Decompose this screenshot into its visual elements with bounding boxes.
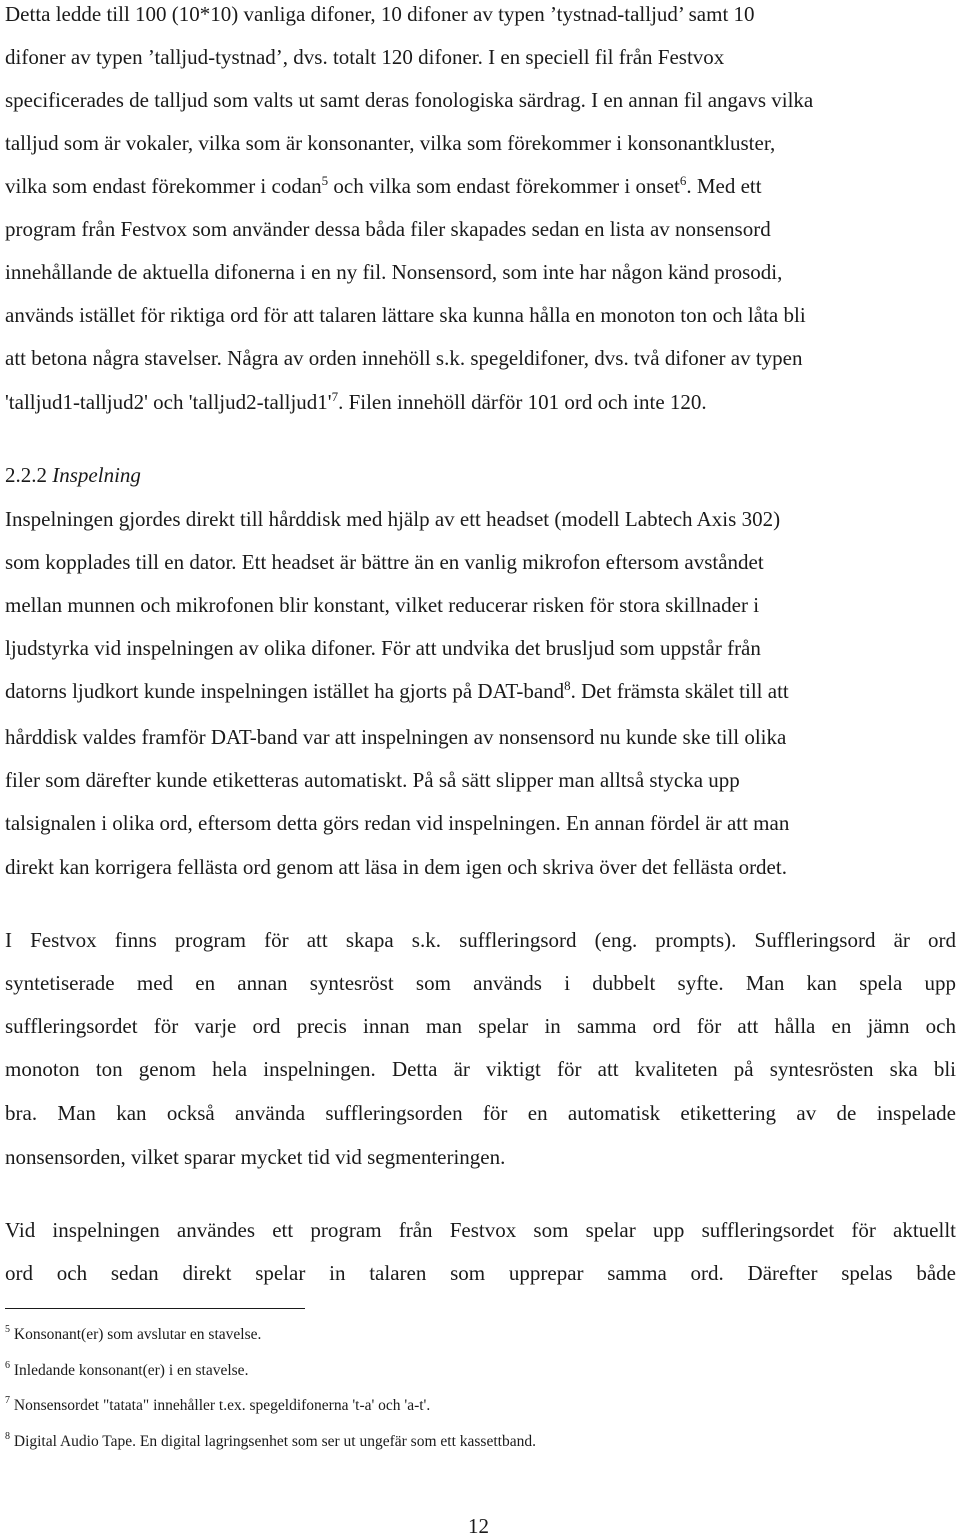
paragraph1-line5-text-b: och vilka som endast förekommer i onset bbox=[328, 174, 680, 198]
paragraph1-line10-text-a: 'talljud1-talljud2' och 'talljud2-talljud1' bbox=[5, 390, 332, 414]
section-heading bbox=[5, 465, 141, 486]
footnote-ref-5: 5 bbox=[321, 173, 329, 188]
paragraph2-line5-text-b: . Det främsta skälet till att bbox=[570, 679, 789, 703]
paragraph3-line4: monoton ton genom hela inspelningen. Detta är viktigt för att kvaliteten på syntesrösten ska bli bbox=[5, 1057, 956, 1081]
footnote-text: Inledande konsonant(er) i en stavelse. bbox=[13, 1362, 249, 1379]
page-number: 12 bbox=[468, 1514, 489, 1538]
paragraph1-line4: talljud som är vokaler, vilka som är konsonanter, vilka som förekommer i konsonantkluster, bbox=[5, 131, 776, 155]
footnote-number: 7 bbox=[5, 1395, 10, 1406]
paragraph1-line10 bbox=[5, 389, 707, 414]
paragraph3-line2: syntetiserade med en annan syntesröst som används i dubbelt syfte. Man kan spela upp bbox=[5, 971, 956, 995]
footnote-8 bbox=[5, 1431, 536, 1450]
paragraph2-line1: Inspelningen gjordes direkt till hårddisk med hjälp av ett headset (modell Labtech Axis 302) bbox=[5, 507, 781, 531]
section-title: Inspelning bbox=[52, 463, 141, 487]
paragraph3-line6: nonsensorden, vilket sparar mycket tid vid segmenteringen. bbox=[5, 1145, 506, 1169]
section-number: 2.2.2 bbox=[5, 463, 47, 487]
paragraph1-line7: innehållande de aktuella difonerna i en ny fil. Nonsensord, som inte har någon känd prosodi, bbox=[5, 260, 783, 284]
paragraph2-line5 bbox=[5, 678, 789, 703]
paragraph3-line5: bra. Man kan också använda suffleringsorden för en automatisk etikettering av de inspelade bbox=[5, 1101, 956, 1125]
footnote-text: Digital Audio Tape. En digital lagringsenhet som ser ut ungefär som ett kassettband. bbox=[13, 1433, 536, 1450]
paragraph1-line5-text-a: vilka som endast förekommer i codan bbox=[5, 174, 322, 198]
footnote-5 bbox=[5, 1324, 262, 1343]
footnote-text: Konsonant(er) som avslutar en stavelse. bbox=[13, 1326, 262, 1343]
paragraph1-line2: difoner av typen ’talljud-tystnad’, dvs. totalt 120 difoner. I en speciell fil från Festvox bbox=[5, 45, 725, 69]
footnote-divider bbox=[5, 1308, 305, 1309]
paragraph1-line5 bbox=[5, 173, 762, 198]
footnote-6 bbox=[5, 1360, 249, 1379]
paragraph1-line8: används istället för riktiga ord för att talaren lättare ska kunna hålla en monoton ton och låta bli bbox=[5, 303, 806, 327]
footnote-ref-7: 7 bbox=[331, 389, 339, 404]
footnote-7 bbox=[5, 1395, 431, 1414]
footnote-ref-6: 6 bbox=[679, 173, 687, 188]
paragraph4-line2: ord och sedan direkt spelar in talaren som upprepar samma ord. Därefter spelas både bbox=[5, 1261, 956, 1285]
paragraph2-line9: direkt kan korrigera fellästa ord genom att läsa in dem igen och skriva över det fellästa ordet. bbox=[5, 855, 787, 879]
footnote-ref-8: 8 bbox=[564, 678, 571, 693]
paragraph2-line4: ljudstyrka vid inspelningen av olika difoner. För att undvika det brusljud som uppstår från bbox=[5, 636, 761, 660]
paragraph1-line5-text-c: . Med ett bbox=[686, 174, 762, 198]
paragraph3-line1: I Festvox finns program för att skapa s.k. suffleringsord (eng. prompts). Suffleringsord är ord bbox=[5, 928, 956, 952]
footnote-text: Nonsensordet "tatata" innehåller t.ex. spegeldifonerna 't-a' och 'a-t'. bbox=[13, 1397, 431, 1414]
footnote-number: 5 bbox=[5, 1324, 10, 1335]
footnote-number: 8 bbox=[5, 1431, 10, 1442]
paragraph2-line7: filer som därefter kunde etiketteras automatiskt. På så sätt slipper man alltså stycka upp bbox=[5, 768, 740, 792]
paragraph2-line6: hårddisk valdes framför DAT-band var att inspelningen av nonsensord nu kunde ske till olika bbox=[5, 725, 787, 749]
paragraph1-line6: program från Festvox som använder dessa båda filer skapades sedan en lista av nonsensord bbox=[5, 217, 771, 241]
paragraph3-line3: suffleringsordet för varje ord precis innan man spelar in samma ord för att hålla en jämn och bbox=[5, 1014, 956, 1038]
footnote-number: 6 bbox=[5, 1360, 10, 1371]
paragraph2-line2: som kopplades till en dator. Ett headset är bättre än en vanlig mikrofon eftersom avståndet bbox=[5, 550, 764, 574]
paragraph1-line10-text-b: . Filen innehöll därför 101 ord och inte 120. bbox=[338, 390, 707, 414]
paragraph1-line3: specificerades de talljud som valts ut samt deras fonologiska särdrag. I en annan fil angavs vilka bbox=[5, 88, 814, 112]
paragraph2-line3: mellan munnen och mikrofonen blir konstant, vilket reducerar risken för stora skillnader i bbox=[5, 593, 760, 617]
paragraph2-line8: talsignalen i olika ord, eftersom detta görs redan vid inspelningen. En annan fördel är att man bbox=[5, 811, 790, 835]
paragraph1-line1: Detta ledde till 100 (10*10) vanliga difoner, 10 difoner av typen ’tystnad-talljud’ samt 10 bbox=[5, 2, 755, 26]
paragraph1-line9: att betona några stavelser. Några av orden innehöll s.k. spegeldifoner, dvs. två difoner av typen bbox=[5, 346, 803, 370]
paragraph2-line5-text-a: datorns ljudkort kunde inspelningen istället ha gjorts på DAT-band bbox=[5, 679, 565, 703]
paragraph4-line1: Vid inspelningen användes ett program från Festvox som spelar upp suffleringsordet för aktuellt bbox=[5, 1218, 956, 1242]
